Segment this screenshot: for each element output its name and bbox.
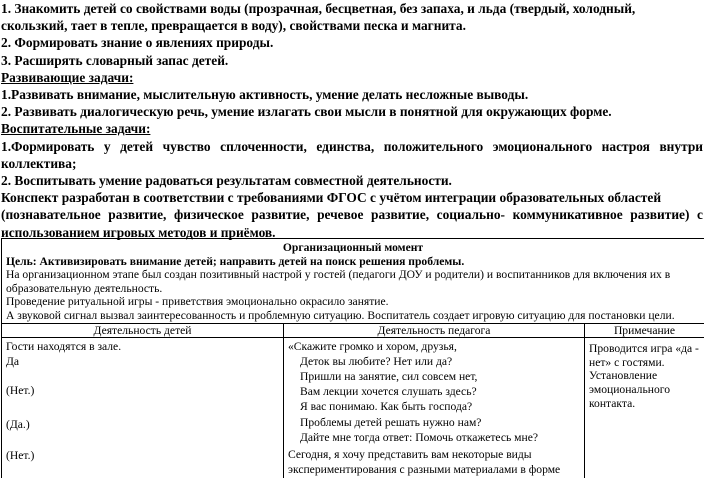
conspect-line: (познавательное развитие, физическое развитие, речевое развитие, социально- коммуникативное развитие) с [1, 207, 703, 223]
org-moment-row [2, 239, 704, 324]
conspect-line: Конспект разработан в соответствии с требованиями ФГОС с учётом интеграции образовательных областей [1, 190, 662, 206]
tasks-section [1, 0, 703, 241]
teacher-line: Деток вы любите? Нет или да? [300, 355, 453, 369]
teacher-line: Проблемы детей решать нужно нам? [300, 416, 482, 430]
org-moment-goal: Цель: Активизировать внимание детей; направить детей на поиск решения проблемы. [6, 254, 465, 268]
children-activity-cell [2, 338, 284, 478]
org-moment-paragraph: А звуковой сигнал вызвал заинтересованность и проблемную ситуацию. Воспитатель создает игровую ситуацию для постановки цели. [6, 308, 675, 322]
table-body-row [2, 338, 704, 478]
conspect-line: использованием игровых методов и приёмов. [1, 224, 276, 240]
table-header-row [2, 324, 704, 339]
teacher-line: Вам лекции хочется слушать здесь? [300, 385, 477, 399]
column-header-children: Деятельность детей [2, 324, 284, 338]
task-line: 2. Развивать диалогическую речь, умение излагать свои мысли в понятной для окружающих форме. [1, 104, 612, 120]
org-moment-heading: Организационный момент [282, 241, 424, 254]
task-line: 1. Знакомить детей со свойствами воды (прозрачная, бесцветная, без запаха, и льда (твердый, холодный, [1, 1, 636, 16]
note-cell [585, 338, 704, 478]
teacher-line: «Скажите громко и хором, друзья, [288, 340, 457, 354]
task-line: 3. Расширять словарный запас детей. [1, 52, 229, 68]
column-header-teacher: Деятельность педагога [284, 324, 585, 338]
task-line: коллектива; [1, 155, 77, 171]
org-moment-paragraph: Проведение ритуальной игры - приветствия эмоционально окрасило занятие. [6, 295, 389, 309]
teacher-activity-cell [284, 338, 585, 478]
teacher-line: Дайте мне тогда ответ: Помочь откажетесь мне? [300, 431, 539, 445]
column-header-note: Примечание [613, 323, 676, 337]
children-line: (Нет.) [6, 384, 35, 398]
task-line: 1.Формировать у детей чувство сплоченности, единства, положительного эмоционального настроя внутри [1, 138, 703, 154]
children-line: (Да.) [6, 418, 30, 432]
educational-tasks-heading: Воспитательные задачи: [1, 121, 151, 137]
children-line: Да [6, 355, 20, 369]
children-line: Гости находятся в зале. [6, 340, 122, 354]
task-line: 1.Развивать внимание, мыслительную активность, умение делать несложные выводы. [1, 87, 529, 103]
org-moment-paragraph: На организационном этапе был создан позитивный настрой у гостей (педагоги ДОУ и родители) и воспитанников для включения их в образовательную деятельность. [6, 268, 671, 295]
task-line: 2. Формировать знание о явлениях природы. [1, 35, 274, 51]
teacher-line: Я вас понимаю. Как быть господа? [300, 400, 473, 414]
developmental-tasks-heading: Развивающие задачи: [1, 69, 134, 85]
lesson-table [1, 238, 704, 478]
teacher-line: Сегодня, я хочу представить вам некоторые виды [288, 448, 532, 462]
children-line: (Нет.) [6, 449, 35, 463]
teacher-line: экспериментирования с разными материалами в форме [288, 463, 561, 477]
note-line: Проводится игра «да - нет» с гостями. [589, 342, 699, 369]
task-line: скользкий, тает в тепле, превращается в воду), свойствами песка и магнита. [1, 18, 466, 34]
teacher-line: Пришли на занятие, сил совсем нет, [300, 370, 478, 384]
task-line: 2. Воспитывать умение радоваться результатам совместной деятельности. [1, 173, 452, 189]
note-line: Установление эмоционального контакта. [589, 369, 671, 410]
